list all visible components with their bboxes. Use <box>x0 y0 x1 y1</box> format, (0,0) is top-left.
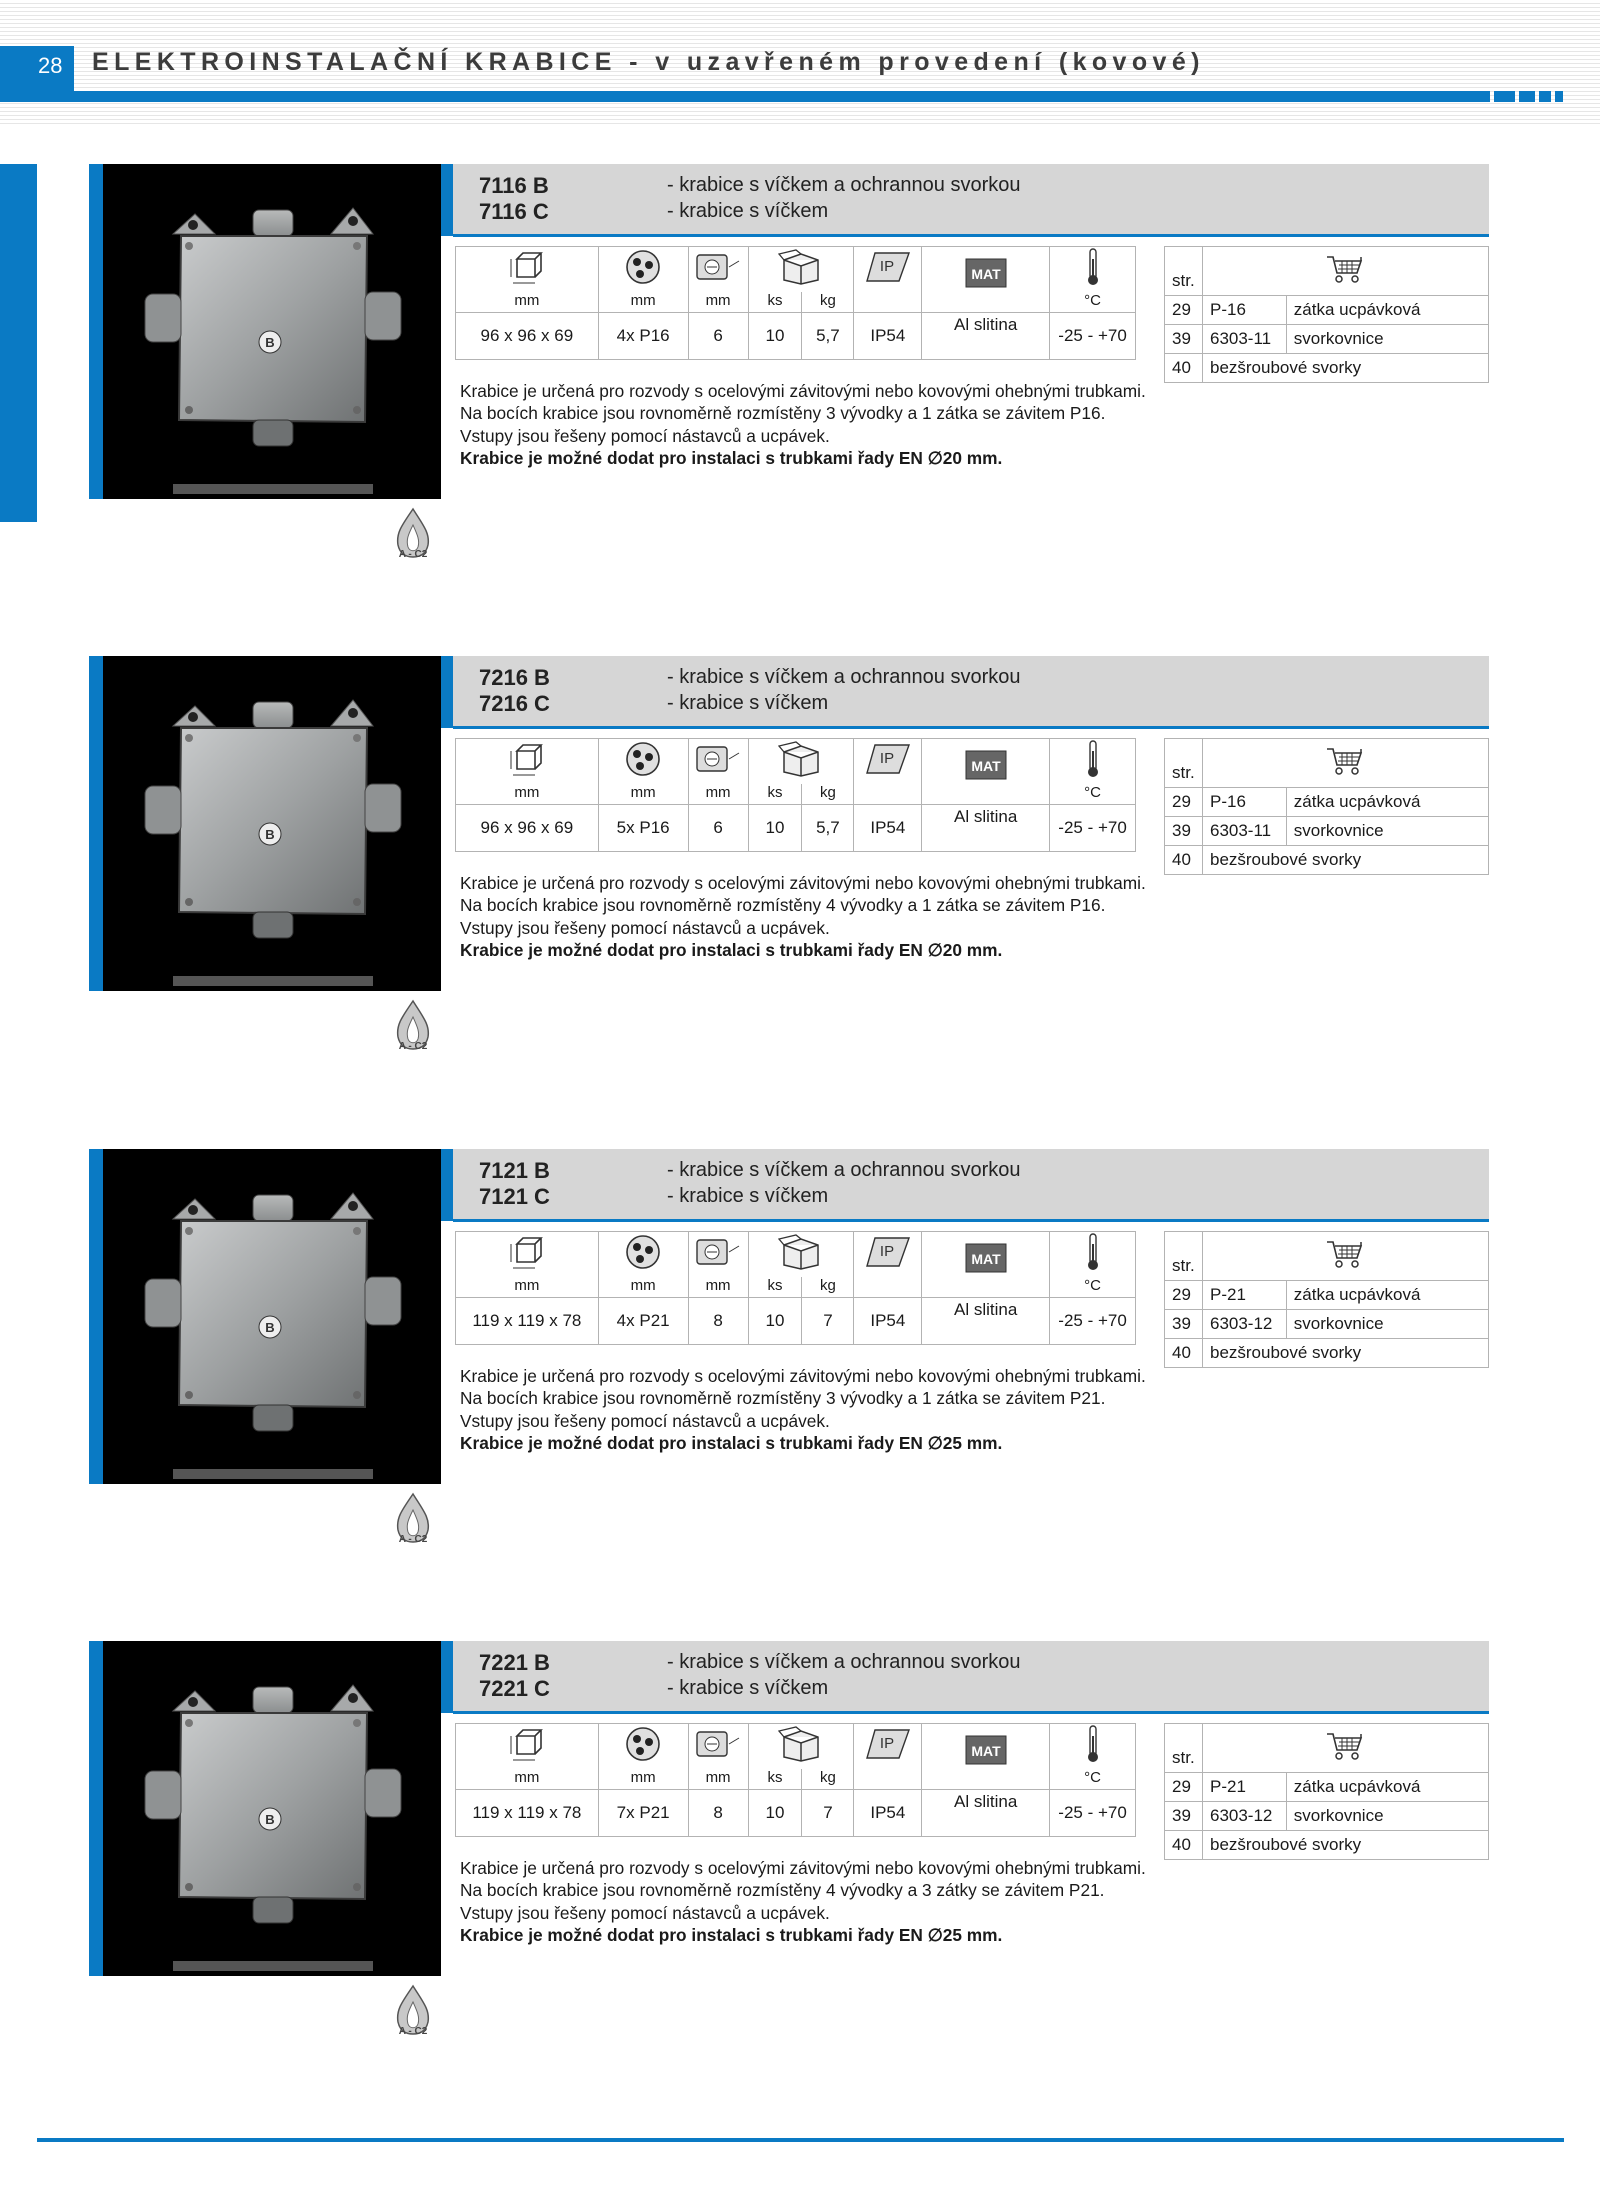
spec-quantity: 10 <box>748 805 802 852</box>
description-line-1: Krabice je určená pro rozvody s ocelovými závitovými nebo kovovými ohebnými trubkami. <box>460 1366 1146 1386</box>
unit-entries: mm <box>598 784 688 805</box>
ip-icon-cell <box>854 1232 922 1278</box>
header-square <box>1539 91 1551 102</box>
accessory-row <box>1165 846 1489 875</box>
product-code-c: 7116 C <box>479 199 549 224</box>
description-line-4: Krabice je možné dodat pro instalaci s trubkami řady EN ∅25 mm. <box>460 1432 1003 1453</box>
certification-label: A - C2 <box>398 2026 428 2037</box>
unit-weight: kg <box>802 1769 854 1790</box>
unit-pitch: mm <box>688 1277 748 1298</box>
accessory-code: P-21 <box>1202 1281 1286 1310</box>
dimensions-icon-cell <box>456 1232 599 1278</box>
spec-quantity: 10 <box>748 1790 802 1837</box>
entries-icon-cell <box>598 247 688 293</box>
junction-box-image <box>103 1149 441 1484</box>
product-code-b: 7121 B <box>479 1158 550 1183</box>
product-code-bar <box>441 656 1489 728</box>
accessory-page: 29 <box>1165 788 1203 817</box>
entries-icon-cell <box>598 1724 688 1770</box>
product-code-b: 7216 B <box>479 665 550 690</box>
dimensions-icon-cell <box>456 247 599 293</box>
accessory-row <box>1165 1802 1489 1831</box>
spec-pitch: 6 <box>688 313 748 360</box>
svg-text:MAT: MAT <box>971 1251 1001 1267</box>
accessory-name: bezšroubové svorky <box>1202 1831 1488 1860</box>
svg-text:MAT: MAT <box>971 758 1001 774</box>
box-dimensions-icon <box>507 247 547 287</box>
product-code-bar <box>441 164 1489 236</box>
shopping-cart-icon <box>1325 1730 1365 1762</box>
spec-dimensions: 119 x 119 x 78 <box>456 1790 599 1837</box>
accessory-name: svorkovnice <box>1286 325 1488 354</box>
description-line-2: Na bocích krabice jsou rovnoměrně rozmístěny 4 vývodky a 1 zátka se závitem P16. <box>460 895 1106 916</box>
spec-quantity: 10 <box>748 1298 802 1345</box>
junction-box-image <box>103 164 441 499</box>
code-bar-stripe <box>441 1641 453 1713</box>
spec-ip: IP54 <box>854 1790 922 1837</box>
page-title: ELEKTROINSTALAČNÍ KRABICE - v uzavřeném provedení (kovové) <box>92 48 1205 76</box>
accessory-row <box>1165 788 1489 817</box>
description-line-1: Krabice je určená pro rozvody s ocelovými závitovými nebo kovovými ohebnými trubkami. <box>460 873 1146 893</box>
product-photo <box>89 164 441 499</box>
unit-entries: mm <box>598 1277 688 1298</box>
product-block <box>0 1641 1600 2071</box>
description-line-2: Na bocích krabice jsou rovnoměrně rozmístěny 3 vývodky a 1 zátka se závitem P16. <box>460 403 1106 424</box>
str-header: str. <box>1165 739 1203 788</box>
accessory-name: zátka ucpávková <box>1286 1281 1488 1310</box>
accessory-name: svorkovnice <box>1286 817 1488 846</box>
description-line-3: Vstupy jsou řešeny pomocí nástavců a ucpávek. <box>460 917 830 938</box>
svg-text:IP: IP <box>879 1243 894 1260</box>
description-line-4: Krabice je možné dodat pro instalaci s trubkami řady EN ∅20 mm. <box>460 939 1003 960</box>
entries-icon-cell <box>598 739 688 785</box>
description-line-2: Na bocích krabice jsou rovnoměrně rozmístěny 4 vývodky a 3 zátky se závitem P21. <box>460 1880 1105 1901</box>
accessory-name: bezšroubové svorky <box>1202 1339 1488 1368</box>
unit-ip <box>854 1277 922 1298</box>
svg-text:MAT: MAT <box>971 266 1001 282</box>
package-icon-cell <box>748 247 854 293</box>
str-header: str. <box>1165 1232 1203 1281</box>
spec-weight: 7 <box>802 1298 854 1345</box>
product-block <box>0 1149 1600 1579</box>
ip-rating-icon <box>865 249 911 285</box>
certification-label: A - C2 <box>398 1534 428 1545</box>
product-block <box>0 656 1600 1086</box>
code-bar-underline <box>453 726 1489 729</box>
product-code-bar <box>441 1641 1489 1713</box>
product-desc-b: - krabice s víčkem a ochrannou svorkou <box>667 1651 1021 1673</box>
cart-header <box>1202 247 1488 296</box>
accessory-code: P-16 <box>1202 296 1286 325</box>
spec-weight: 7 <box>802 1790 854 1837</box>
certification-label: A - C2 <box>398 1041 428 1052</box>
accessory-row <box>1165 325 1489 354</box>
product-desc-b: - krabice s víčkem a ochrannou svorkou <box>667 666 1021 688</box>
spec-dimensions: 119 x 119 x 78 <box>456 1298 599 1345</box>
accessory-name: bezšroubové svorky <box>1202 846 1488 875</box>
description-line-3: Vstupy jsou řešeny pomocí nástavců a ucpávek. <box>460 1410 830 1431</box>
accessory-page: 29 <box>1165 1773 1203 1802</box>
package-icon-cell <box>748 739 854 785</box>
unit-dim: mm <box>456 292 599 313</box>
unit-pitch: mm <box>688 292 748 313</box>
unit-temp: °C <box>1050 1769 1136 1790</box>
material-icon <box>964 1242 1008 1274</box>
spec-material: Al slitina <box>922 1790 1050 1837</box>
spec-table <box>455 738 1136 852</box>
unit-pitch: mm <box>688 784 748 805</box>
unit-qty: ks <box>748 784 802 805</box>
unit-weight: kg <box>802 1277 854 1298</box>
thread-pitch-icon <box>693 1234 743 1270</box>
cable-entries-icon <box>623 1232 663 1272</box>
product-code-c: 7221 C <box>479 1676 550 1701</box>
svg-text:IP: IP <box>879 750 894 767</box>
thread-pitch-icon <box>693 741 743 777</box>
ip-rating-icon <box>865 1726 911 1762</box>
code-bar-underline <box>453 1219 1489 1222</box>
accessory-row <box>1165 1339 1489 1368</box>
material-icon-cell <box>922 739 1050 805</box>
spec-dimensions: 96 x 96 x 69 <box>456 805 599 852</box>
spec-temperature: -25 - +70 <box>1050 1298 1136 1345</box>
spec-entries: 4x P16 <box>598 313 688 360</box>
ip-rating-icon <box>865 1234 911 1270</box>
accessory-page: 29 <box>1165 296 1203 325</box>
material-icon-cell <box>922 247 1050 313</box>
svg-text:B: B <box>265 335 275 350</box>
spec-material: Al slitina <box>922 1298 1050 1345</box>
description-line-1: Krabice je určená pro rozvody s ocelovými závitovými nebo kovovými ohebnými trubkami. <box>460 1858 1146 1878</box>
pitch-icon-cell <box>688 739 748 785</box>
accessory-page: 29 <box>1165 1281 1203 1310</box>
accessory-page: 39 <box>1165 1310 1203 1339</box>
svg-text:IP: IP <box>879 258 894 275</box>
product-code-bar <box>441 1149 1489 1221</box>
pitch-icon-cell <box>688 247 748 293</box>
accessory-name: svorkovnice <box>1286 1802 1488 1831</box>
product-photo <box>89 1149 441 1484</box>
code-bar-stripe <box>441 164 453 236</box>
code-bar-underline <box>453 234 1489 237</box>
product-code-c: 7216 C <box>479 691 550 716</box>
accessory-page: 40 <box>1165 1831 1203 1860</box>
thermometer-icon <box>1083 247 1103 287</box>
cable-entries-icon <box>623 247 663 287</box>
box-dimensions-icon <box>507 1232 547 1272</box>
product-description <box>460 872 1150 961</box>
accessory-page: 40 <box>1165 354 1203 383</box>
accessory-code: 6303-12 <box>1202 1802 1286 1831</box>
spec-pitch: 8 <box>688 1790 748 1837</box>
header-rule <box>74 91 1490 102</box>
shopping-cart-icon <box>1325 253 1365 285</box>
product-desc-c: - krabice s víčkem <box>667 692 829 714</box>
accessory-name: svorkovnice <box>1286 1310 1488 1339</box>
material-icon-cell <box>922 1724 1050 1790</box>
accessories-table <box>1164 1723 1489 1860</box>
accessory-row <box>1165 1310 1489 1339</box>
spec-weight: 5,7 <box>802 313 854 360</box>
accessory-code: 6303-11 <box>1202 325 1286 354</box>
svg-text:B: B <box>265 827 275 842</box>
product-block <box>0 164 1600 594</box>
junction-box-image <box>103 1641 441 1976</box>
unit-ip <box>854 1769 922 1790</box>
pitch-icon-cell <box>688 1724 748 1770</box>
spec-table <box>455 246 1136 360</box>
material-icon <box>964 257 1008 289</box>
spec-pitch: 8 <box>688 1298 748 1345</box>
unit-weight: kg <box>802 784 854 805</box>
ip-icon-cell <box>854 247 922 293</box>
accessory-code: 6303-11 <box>1202 817 1286 846</box>
spec-table <box>455 1231 1136 1345</box>
unit-qty: ks <box>748 1769 802 1790</box>
description-line-2: Na bocích krabice jsou rovnoměrně rozmístěny 3 vývodky a 1 zátka se závitem P21. <box>460 1388 1106 1409</box>
cart-header <box>1202 1232 1488 1281</box>
product-code-b: 7116 B <box>479 173 549 198</box>
product-description <box>460 1365 1150 1454</box>
svg-text:B: B <box>265 1812 275 1827</box>
unit-temp: °C <box>1050 1277 1136 1298</box>
photo-accent-stripe <box>89 1641 103 1976</box>
header-square <box>1494 91 1515 102</box>
ip-icon-cell <box>854 1724 922 1770</box>
photo-accent-stripe <box>89 656 103 991</box>
dimensions-icon-cell <box>456 739 599 785</box>
product-code-b: 7221 B <box>479 1650 550 1675</box>
accessory-row <box>1165 1773 1489 1802</box>
accessory-page: 40 <box>1165 1339 1203 1368</box>
temperature-icon-cell <box>1050 1724 1136 1770</box>
unit-entries: mm <box>598 1769 688 1790</box>
product-description <box>460 1857 1150 1946</box>
accessory-name: zátka ucpávková <box>1286 1773 1488 1802</box>
entries-icon-cell <box>598 1232 688 1278</box>
accessory-code: 6303-12 <box>1202 1310 1286 1339</box>
accessory-code: P-16 <box>1202 788 1286 817</box>
spec-entries: 5x P16 <box>598 805 688 852</box>
spec-material: Al slitina <box>922 805 1050 852</box>
spec-ip: IP54 <box>854 1298 922 1345</box>
thermometer-icon <box>1083 1232 1103 1272</box>
package-box-icon <box>778 740 824 778</box>
pitch-icon-cell <box>688 1232 748 1278</box>
material-icon <box>964 1734 1008 1766</box>
unit-dim: mm <box>456 1277 599 1298</box>
cart-header <box>1202 1724 1488 1773</box>
photo-accent-stripe <box>89 1149 103 1484</box>
str-header: str. <box>1165 247 1203 296</box>
product-photo <box>89 1641 441 1976</box>
svg-text:IP: IP <box>879 1735 894 1752</box>
unit-qty: ks <box>748 1277 802 1298</box>
cart-header <box>1202 739 1488 788</box>
accessory-row <box>1165 1831 1489 1860</box>
spec-table <box>455 1723 1136 1837</box>
accessory-page: 39 <box>1165 817 1203 846</box>
material-icon-cell <box>922 1232 1050 1298</box>
spec-quantity: 10 <box>748 313 802 360</box>
ip-icon-cell <box>854 739 922 785</box>
spec-temperature: -25 - +70 <box>1050 313 1136 360</box>
spec-temperature: -25 - +70 <box>1050 1790 1136 1837</box>
product-code-c: 7121 C <box>479 1184 550 1209</box>
spec-dimensions: 96 x 96 x 69 <box>456 313 599 360</box>
junction-box-image <box>103 656 441 991</box>
spec-pitch: 6 <box>688 805 748 852</box>
package-icon-cell <box>748 1232 854 1278</box>
unit-weight: kg <box>802 292 854 313</box>
product-description <box>460 380 1150 469</box>
unit-ip <box>854 784 922 805</box>
thermometer-icon <box>1083 1724 1103 1764</box>
temperature-icon-cell <box>1050 1232 1136 1278</box>
accessory-name: bezšroubové svorky <box>1202 354 1488 383</box>
package-icon-cell <box>748 1724 854 1770</box>
code-bar-stripe <box>441 1149 453 1221</box>
thermometer-icon <box>1083 739 1103 779</box>
accessories-table <box>1164 738 1489 875</box>
thread-pitch-icon <box>693 249 743 285</box>
svg-text:B: B <box>265 1320 275 1335</box>
code-bar-underline <box>453 1711 1489 1714</box>
accessory-name: zátka ucpávková <box>1286 296 1488 325</box>
unit-dim: mm <box>456 1769 599 1790</box>
accessory-name: zátka ucpávková <box>1286 788 1488 817</box>
page-number: 28 <box>0 46 74 102</box>
description-line-3: Vstupy jsou řešeny pomocí nástavců a ucpávek. <box>460 1902 830 1923</box>
unit-qty: ks <box>748 292 802 313</box>
product-desc-b: - krabice s víčkem a ochrannou svorkou <box>667 1159 1021 1181</box>
unit-dim: mm <box>456 784 599 805</box>
header-square <box>1519 91 1535 102</box>
package-box-icon <box>778 248 824 286</box>
cable-entries-icon <box>623 1724 663 1764</box>
code-bar-stripe <box>441 656 453 728</box>
material-icon <box>964 749 1008 781</box>
temperature-icon-cell <box>1050 247 1136 293</box>
shopping-cart-icon <box>1325 1238 1365 1270</box>
spec-temperature: -25 - +70 <box>1050 805 1136 852</box>
accessory-row <box>1165 296 1489 325</box>
accessory-page: 39 <box>1165 1802 1203 1831</box>
description-line-4: Krabice je možné dodat pro instalaci s trubkami řady EN ∅25 mm. <box>460 1924 1003 1945</box>
spec-entries: 4x P21 <box>598 1298 688 1345</box>
temperature-icon-cell <box>1050 739 1136 785</box>
product-desc-b: - krabice s víčkem a ochrannou svorkou <box>667 174 1021 196</box>
unit-ip <box>854 292 922 313</box>
product-desc-c: - krabice s víčkem <box>667 200 829 222</box>
description-line-1: Krabice je určená pro rozvody s ocelovými závitovými nebo kovovými ohebnými trubkami. <box>460 381 1146 401</box>
accessory-page: 39 <box>1165 325 1203 354</box>
dimensions-icon-cell <box>456 1724 599 1770</box>
svg-text:MAT: MAT <box>971 1743 1001 1759</box>
product-desc-c: - krabice s víčkem <box>667 1185 829 1207</box>
product-desc-c: - krabice s víčkem <box>667 1677 829 1699</box>
accessory-row <box>1165 817 1489 846</box>
description-line-3: Vstupy jsou řešeny pomocí nástavců a ucpávek. <box>460 425 830 446</box>
accessory-row <box>1165 354 1489 383</box>
photo-accent-stripe <box>89 164 103 499</box>
accessory-row <box>1165 1281 1489 1310</box>
box-dimensions-icon <box>507 739 547 779</box>
header-square <box>1555 91 1563 102</box>
shopping-cart-icon <box>1325 745 1365 777</box>
product-photo <box>89 656 441 991</box>
spec-entries: 7x P21 <box>598 1790 688 1837</box>
accessories-table <box>1164 1231 1489 1368</box>
accessories-table <box>1164 246 1489 383</box>
package-box-icon <box>778 1725 824 1763</box>
cable-entries-icon <box>623 739 663 779</box>
unit-pitch: mm <box>688 1769 748 1790</box>
str-header: str. <box>1165 1724 1203 1773</box>
spec-ip: IP54 <box>854 313 922 360</box>
unit-temp: °C <box>1050 784 1136 805</box>
unit-temp: °C <box>1050 292 1136 313</box>
package-box-icon <box>778 1233 824 1271</box>
certification-label: A - C2 <box>398 549 428 560</box>
accessory-code: P-21 <box>1202 1773 1286 1802</box>
unit-entries: mm <box>598 292 688 313</box>
accessory-page: 40 <box>1165 846 1203 875</box>
ip-rating-icon <box>865 741 911 777</box>
spec-weight: 5,7 <box>802 805 854 852</box>
spec-ip: IP54 <box>854 805 922 852</box>
description-line-4: Krabice je možné dodat pro instalaci s trubkami řady EN ∅20 mm. <box>460 447 1003 468</box>
footer-rule <box>37 2138 1564 2142</box>
spec-material: Al slitina <box>922 313 1050 360</box>
thread-pitch-icon <box>693 1726 743 1762</box>
box-dimensions-icon <box>507 1724 547 1764</box>
